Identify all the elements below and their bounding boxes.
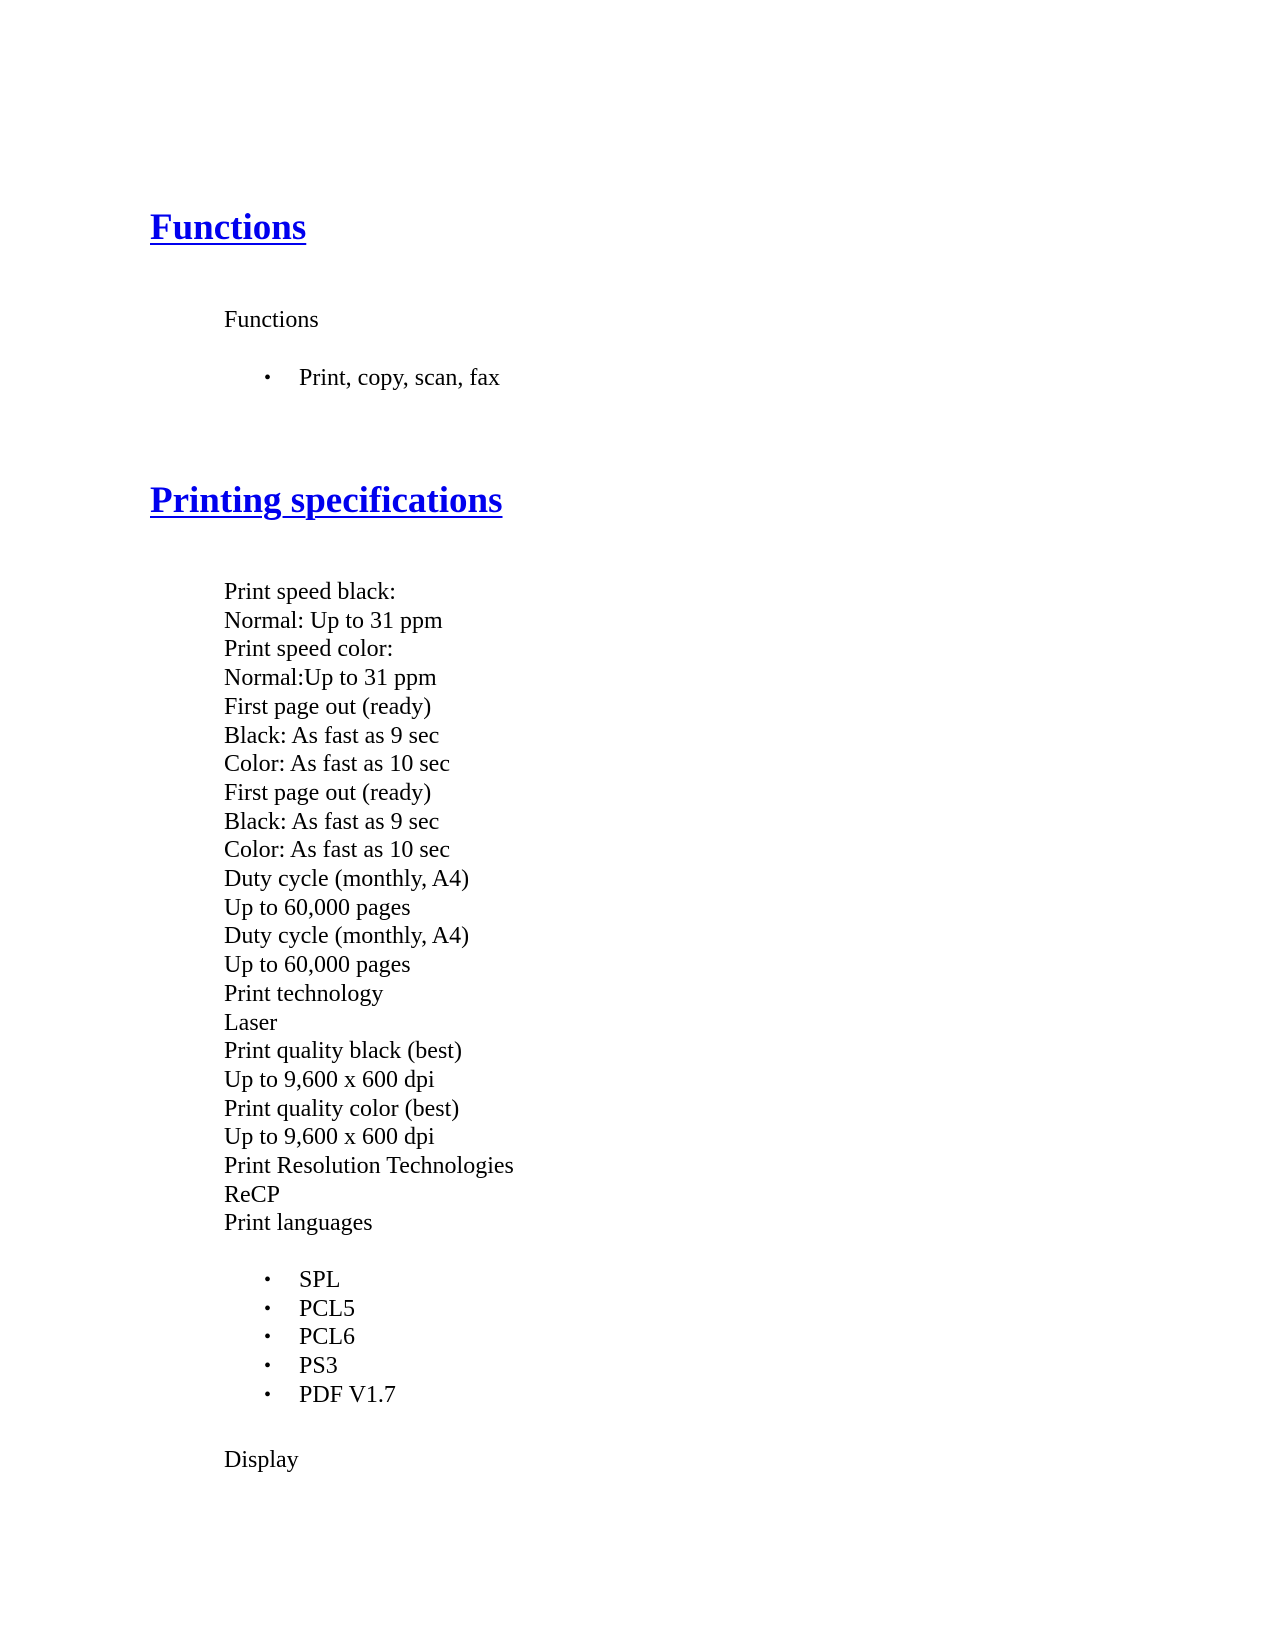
spec-line: Black: As fast as 9 sec: [224, 722, 440, 749]
spec-line: Normal: Up to 31 ppm: [224, 607, 443, 634]
printing-spec-lines: [224, 578, 514, 1238]
spec-line: Print technology: [224, 980, 384, 1007]
bullet-icon: •: [264, 1326, 272, 1349]
spec-line: Print quality color (best): [224, 1095, 460, 1122]
functions-label: Functions: [224, 307, 319, 333]
list-item: [224, 1323, 396, 1352]
spec-line: Print speed black:: [224, 579, 396, 605]
bullet-icon: •: [264, 1355, 272, 1378]
bullet-icon: •: [264, 1297, 272, 1320]
list-item-text: PS3: [299, 1353, 338, 1380]
functions-heading-link[interactable]: Functions: [150, 207, 307, 248]
spec-line: First page out (ready): [224, 693, 432, 720]
print-languages-list: [224, 1266, 396, 1410]
spec-line: Print speed color:: [224, 636, 394, 663]
spec-line: Up to 60,000 pages: [224, 952, 411, 979]
list-item-text: Print, copy, scan, fax: [299, 365, 501, 391]
spec-line: Normal:Up to 31 ppm: [224, 665, 437, 692]
spec-line: Print languages: [224, 1210, 373, 1237]
spec-line: Up to 60,000 pages: [224, 894, 411, 921]
list-item-text: PCL5: [299, 1295, 356, 1322]
list-item-text: PDF V1.7: [299, 1381, 396, 1408]
spec-line: ReCP: [224, 1181, 281, 1208]
bullet-icon: •: [264, 367, 272, 389]
spec-line: Print Resolution Technologies: [224, 1153, 514, 1180]
spec-line: First page out (ready): [224, 779, 432, 806]
list-item: [224, 1381, 396, 1410]
list-item: [224, 1295, 396, 1324]
spec-line: Color: As fast as 10 sec: [224, 837, 450, 864]
spec-line: Color: As fast as 10 sec: [224, 751, 450, 778]
list-item: [224, 1266, 396, 1295]
spec-line: Black: As fast as 9 sec: [224, 808, 440, 835]
spec-line: Print quality black (best): [224, 1038, 462, 1065]
display-label: Display: [224, 1447, 299, 1473]
bullet-icon: •: [264, 1383, 272, 1406]
spec-line: Up to 9,600 x 600 dpi: [224, 1124, 435, 1151]
bullet-icon: •: [264, 1269, 272, 1291]
list-item: [224, 1352, 396, 1381]
spec-line: Up to 9,600 x 600 dpi: [224, 1066, 435, 1093]
list-item-text: PCL6: [299, 1324, 356, 1351]
functions-list: [224, 364, 500, 393]
printing-specifications-heading-link[interactable]: Printing specifications: [150, 480, 503, 521]
spec-line: Laser: [224, 1009, 278, 1036]
spec-line: Duty cycle (monthly, A4): [224, 866, 470, 893]
spec-line: Duty cycle (monthly, A4): [224, 923, 470, 950]
list-item: [224, 364, 500, 393]
list-item-text: SPL: [299, 1267, 341, 1293]
